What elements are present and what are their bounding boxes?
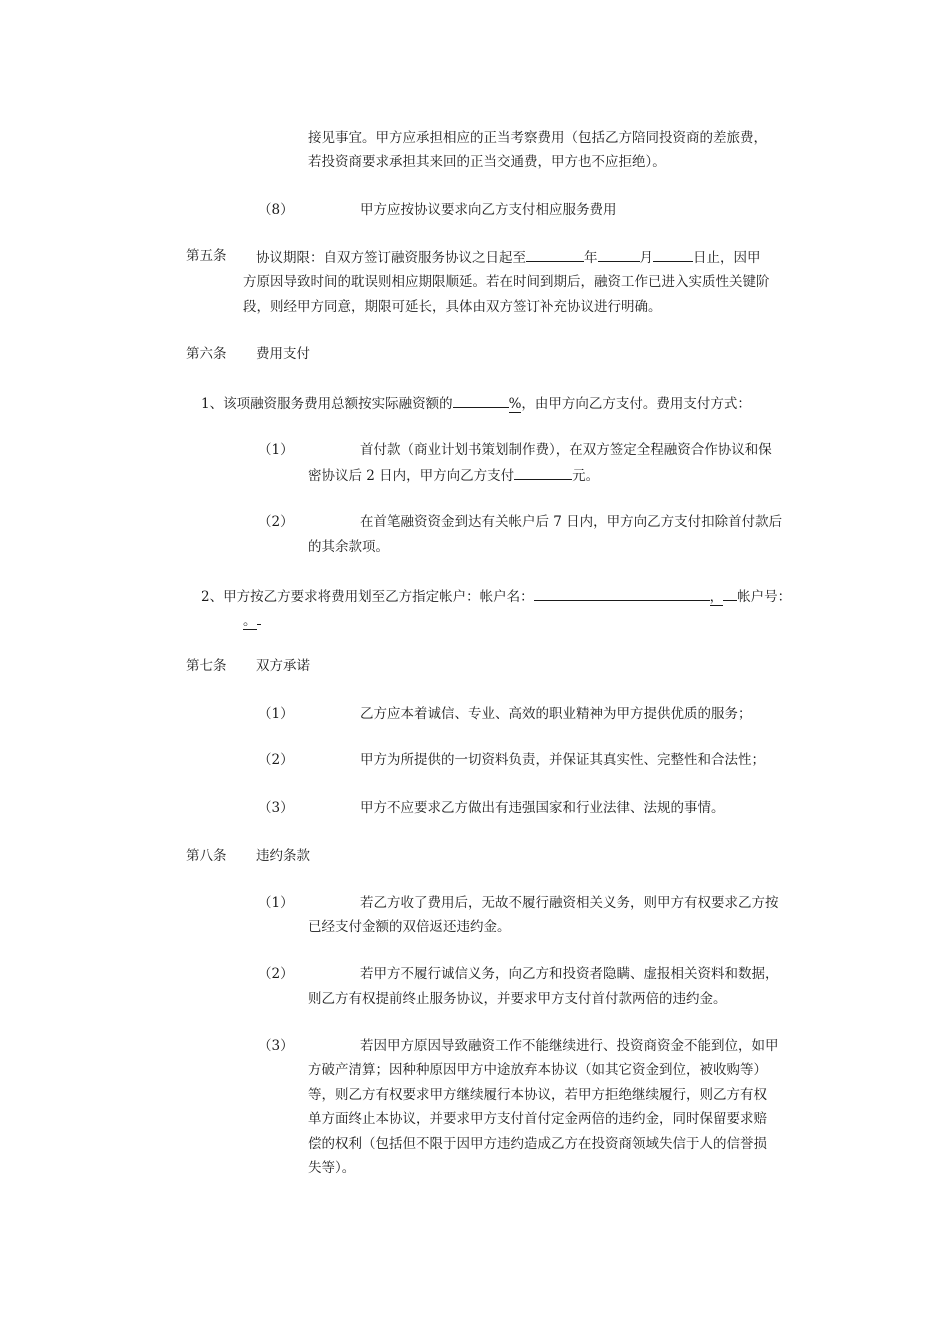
- cont-line-2: 若投资商要求承担其来回的正当交通费，甲方也不应拒绝）。: [308, 154, 666, 170]
- article-6-item-1-line-2: [308, 464, 599, 486]
- article-7-title: 双方承诺: [256, 658, 310, 674]
- article-6-heading: 第六条: [186, 346, 227, 362]
- article-8-item-3-number: （3）: [258, 1038, 294, 1054]
- account-number-blank[interactable]: 。: [243, 613, 257, 629]
- account-name-blank[interactable]: [534, 585, 710, 601]
- article-8-item-3-line-2: 方破产清算；因种种原因甲方中途放弃本协议（如其它资金到位，被收购等）: [308, 1062, 767, 1078]
- account-number-label: 帐户号：: [737, 589, 792, 605]
- month-label: 月: [639, 250, 653, 266]
- account-comma: ，: [709, 589, 724, 605]
- article-6-title: 费用支付: [256, 346, 310, 362]
- article-5-line-1: [256, 246, 761, 268]
- article-8-item-1-line-2: 已经支付金额的双倍返还违约金。: [308, 919, 511, 935]
- fee-rate-text: 1、该项融资服务费用总额按实际融资额的: [201, 396, 453, 412]
- cont-line-1: 接见事宜。甲方应承担相应的正当考察费用（包括乙方陪同投资商的差旅费，: [308, 130, 767, 146]
- article-7-item-1-text: 乙方应本着诚信、专业、高效的职业精神为甲方提供优质的服务；: [360, 706, 752, 722]
- article-6-item-2-number: （2）: [258, 514, 294, 530]
- article-8-item-2-number: （2）: [258, 966, 294, 982]
- article-8-item-1-number: （1）: [258, 895, 294, 911]
- article-8-item-3-line-3: 等，则乙方有权要求甲方继续履行本协议，若甲方拒绝继续履行，则乙方有权: [308, 1087, 767, 1103]
- account-gap-blank: [723, 585, 737, 601]
- article-8-item-3-line-6: 失等）。: [308, 1160, 356, 1176]
- article-6-para-1: [201, 392, 751, 414]
- fee-rate-text-end: ，由甲方向乙方支付。费用支付方式：: [521, 396, 751, 412]
- article-7-item-2-text: 甲方为所提供的一切资料负责，并保证其真实性、完整性和合法性；: [360, 752, 765, 768]
- item-8-text: 甲方应按协议要求向乙方支付相应服务费用: [360, 202, 617, 218]
- article-7-heading: 第七条: [186, 658, 227, 674]
- item-8-number: （8）: [258, 202, 294, 218]
- article-6-item-2-line-1: 在首笔融资资金到达有关帐户后 7 日内，甲方向乙方支付扣除首付款后: [360, 514, 783, 530]
- article-8-item-3-line-4: 单方面终止本协议，并要求甲方支付首付定金两倍的违约金，同时保留要求赔: [308, 1111, 767, 1127]
- article-8-title: 违约条款: [256, 848, 310, 864]
- article-7-item-2-number: （2）: [258, 752, 294, 768]
- article-8-item-3-line-1: 若因甲方原因导致融资工作不能继续进行、投资商资金不能到位，如甲: [360, 1038, 779, 1054]
- article-7-item-3-text: 甲方不应要求乙方做出有违强国家和行业法律、法规的事情。: [360, 800, 725, 816]
- year-label: 年: [584, 250, 598, 266]
- article-5-term-text: 协议期限：自双方签订融资服务协议之日起至: [256, 250, 526, 266]
- article-8-item-1-line-1: 若乙方收了费用后，无故不履行融资相关义务，则甲方有权要求乙方按: [360, 895, 779, 911]
- article-6-para-2: [201, 585, 791, 607]
- article-8-item-2-line-1: 若甲方不履行诚信义务，向乙方和投资者隐瞒、虚报相关资料和数据，: [360, 966, 779, 982]
- article-5-term-end: 日止，因甲: [693, 250, 761, 266]
- yuan-label: 元。: [572, 468, 600, 484]
- account-number-line: [243, 609, 261, 631]
- article-8-item-2-line-2: 则乙方有权提前终止服务协议，并要求甲方支付首付款两倍的违约金。: [308, 991, 727, 1007]
- article-7-item-3-number: （3）: [258, 800, 294, 816]
- day-blank[interactable]: [653, 246, 693, 262]
- year-blank[interactable]: [526, 246, 584, 262]
- fee-rate-blank[interactable]: [453, 392, 509, 408]
- first-payment-amount-blank[interactable]: [514, 464, 572, 480]
- account-text: 2、甲方按乙方要求将费用划至乙方指定帐户：帐户名：: [201, 589, 534, 605]
- article-5-heading: 第五条: [186, 248, 227, 264]
- month-blank[interactable]: [598, 246, 640, 262]
- article-6-item-1-number: （1）: [258, 442, 294, 458]
- first-payment-text: 密协议后 2 日内，甲方向乙方支付: [308, 468, 515, 484]
- account-number-underline: [257, 609, 261, 625]
- article-6-item-2-line-2: 的其余款项。: [308, 539, 389, 555]
- article-8-item-3-line-5: 偿的权利（包括但不限于因甲方违约造成乙方在投资商领域失信于人的信誉损: [308, 1136, 767, 1152]
- article-6-item-1-line-1: 首付款（商业计划书策划制作费），在双方签定全程融资合作协议和保: [360, 442, 772, 458]
- article-5-line-3: 段，则经甲方同意，期限可延长，具体由双方签订补充协议进行明确。: [243, 299, 662, 315]
- article-7-item-1-number: （1）: [258, 706, 294, 722]
- article-8-heading: 第八条: [186, 848, 227, 864]
- percent-sign: %: [508, 396, 522, 412]
- article-5-line-2: 方原因导致时间的耽误则相应期限顺延。若在时间到期后，融资工作已进入实质性关键阶: [243, 274, 770, 290]
